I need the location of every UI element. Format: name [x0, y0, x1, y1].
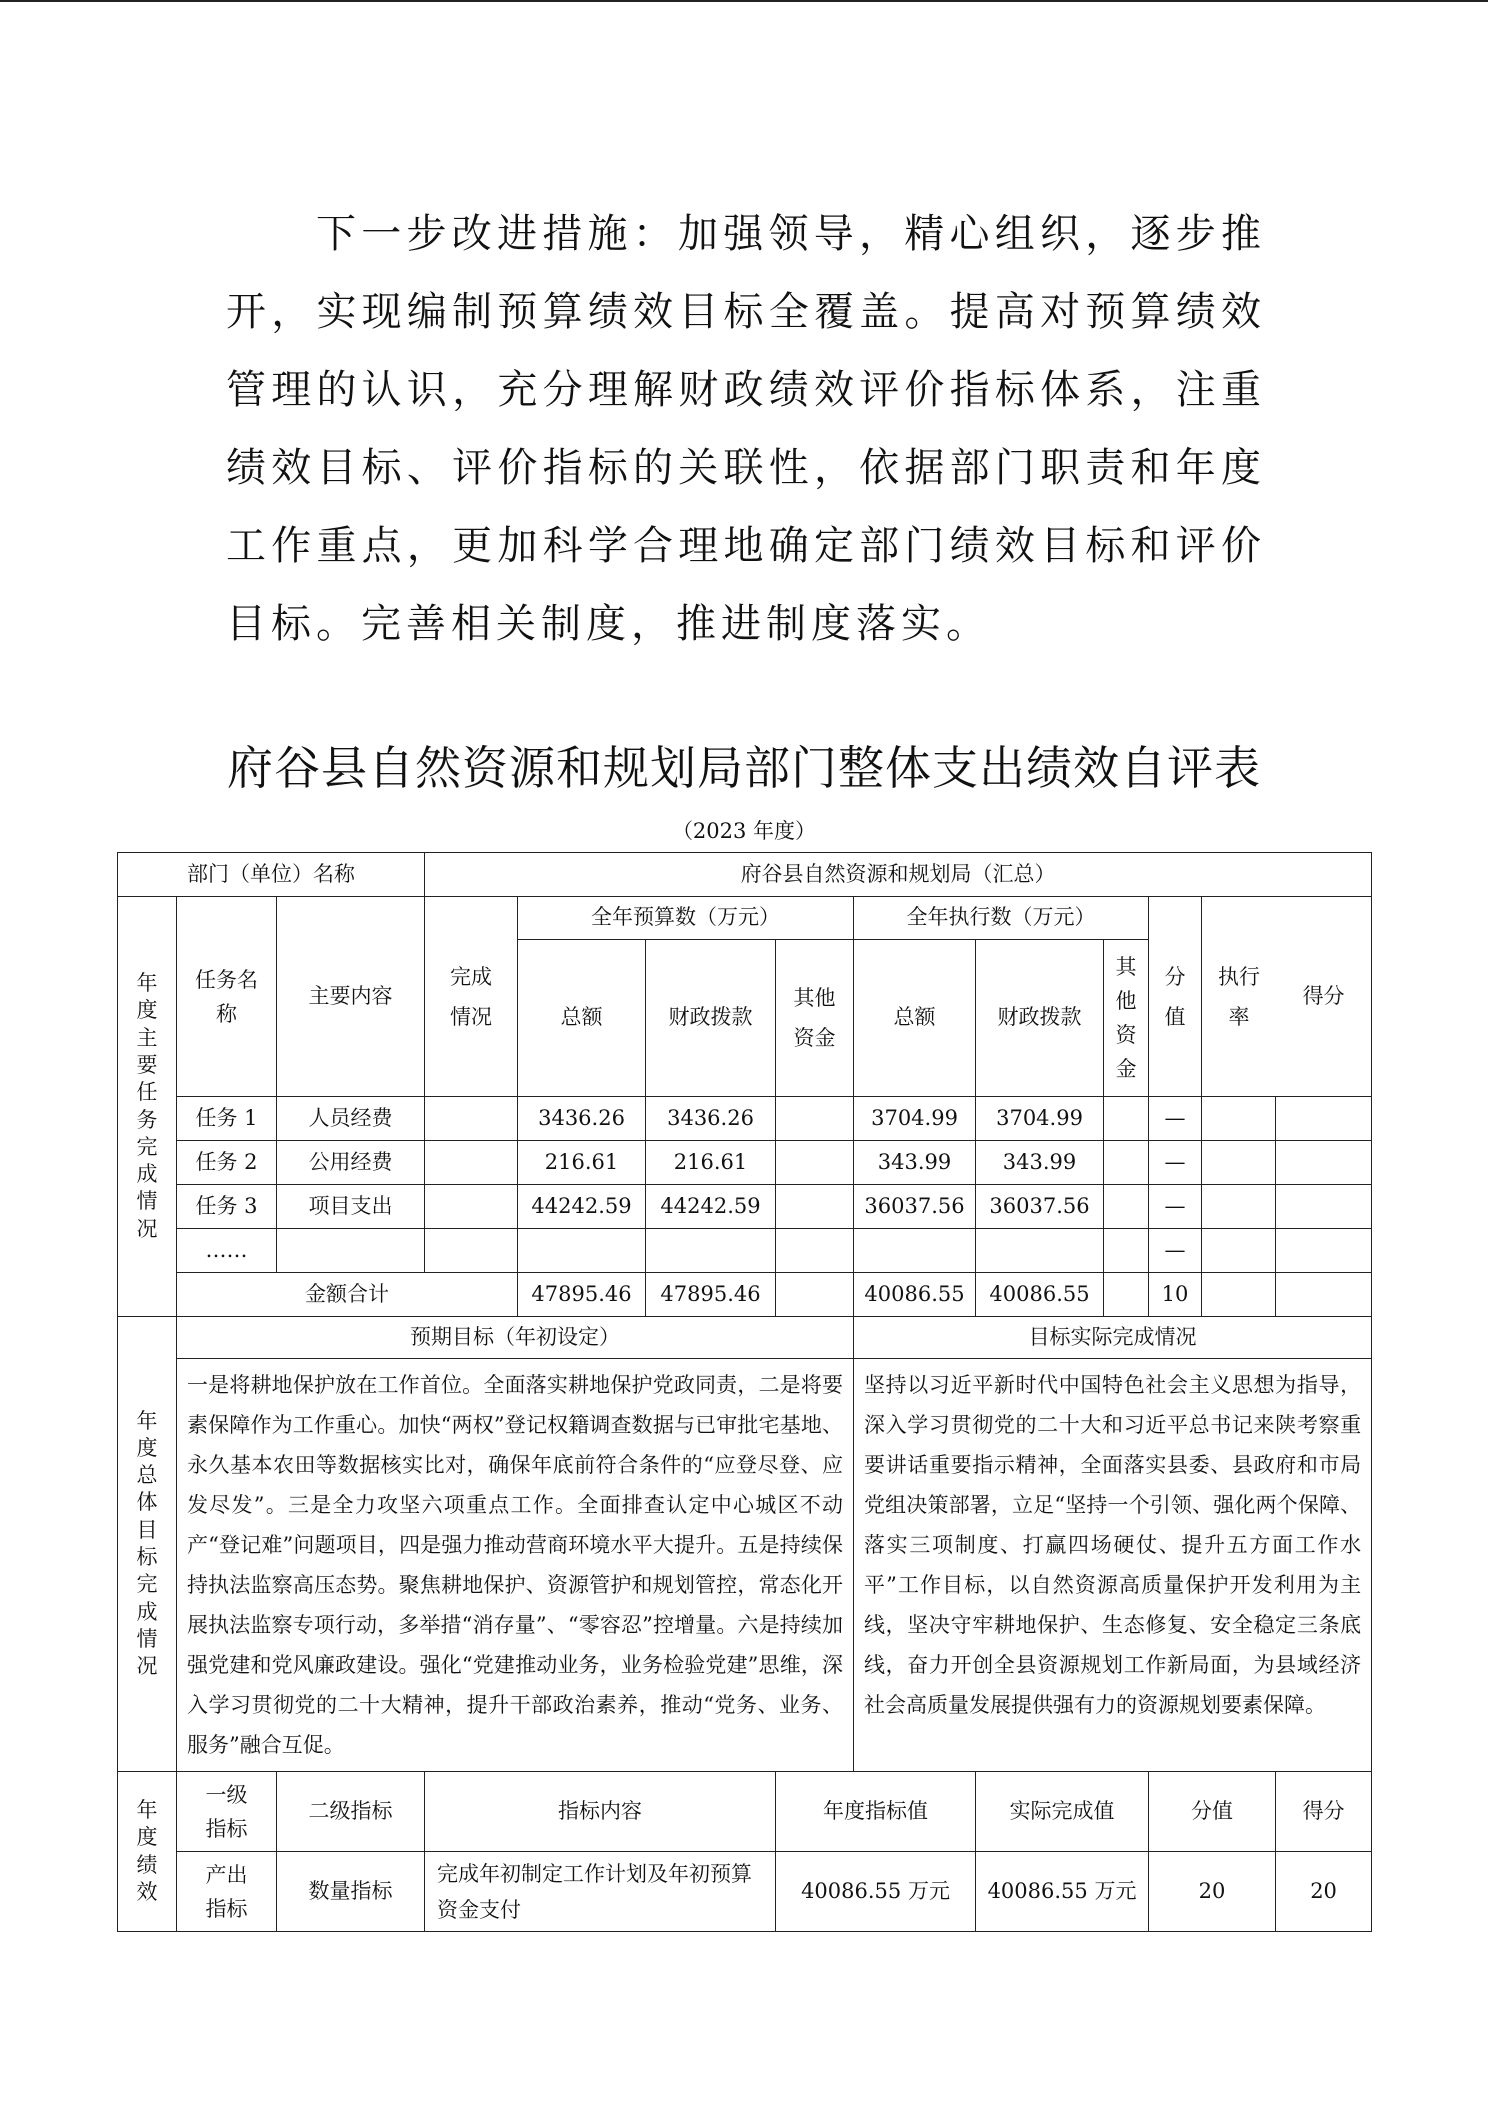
header-content: 主要内容: [277, 897, 425, 1097]
budget-other-cell: [776, 1229, 854, 1273]
exec-total-cell: 343.99: [854, 1141, 976, 1185]
exec-other-cell: [1104, 1229, 1149, 1273]
section-label-performance: 年度绩效: [118, 1772, 177, 1932]
task-completion-cell: [425, 1229, 518, 1273]
header-budget-other: 其他资金: [776, 940, 854, 1097]
dept-label: 部门（单位）名称: [118, 853, 425, 897]
budget-fiscal-cell: 44242.59: [646, 1185, 776, 1229]
header-exec-fiscal: 财政拨款: [976, 940, 1104, 1097]
indicator-header-actual: 实际完成值: [976, 1772, 1149, 1852]
indicator-header-level1: 一级指标: [177, 1772, 277, 1852]
table-title: 府谷县自然资源和规划局部门整体支出绩效自评表: [227, 741, 1261, 795]
total-exec-rate-extra: [1276, 1273, 1372, 1317]
budget-other-cell: [776, 1097, 854, 1141]
task-name-cell: 任务 3: [177, 1185, 277, 1229]
score-value-cell: —: [1149, 1229, 1202, 1273]
improvement-paragraph: [226, 195, 1266, 663]
indicator-header-value: 分值: [1149, 1772, 1276, 1852]
header-score-value: 分值: [1149, 897, 1202, 1097]
budget-fiscal-cell: 216.61: [646, 1141, 776, 1185]
total-score-value: 10: [1149, 1273, 1202, 1317]
indicator-header-content: 指标内容: [425, 1772, 776, 1852]
budget-other-cell: [776, 1141, 854, 1185]
header-task-name: 任务名称: [177, 897, 277, 1097]
budget-total-cell: 44242.59: [518, 1185, 646, 1229]
header-budget-fiscal: 财政拨款: [646, 940, 776, 1097]
total-budget-fiscal: 47895.46: [646, 1273, 776, 1317]
total-exec-total: 40086.55: [854, 1273, 976, 1317]
top-border-line: [0, 0, 1488, 2]
budget-other-cell: [776, 1185, 854, 1229]
task-name-cell: 任务 2: [177, 1141, 277, 1185]
budget-total-cell: 3436.26: [518, 1097, 646, 1141]
header-exec-other: 其他资金: [1104, 940, 1149, 1097]
indicator-level2-cell: 数量指标: [277, 1852, 425, 1932]
score-value-cell: —: [1149, 1097, 1202, 1141]
actual-goal-text: 坚持以习近平新时代中国特色社会主义思想为指导，深入学习贯彻党的二十大和习近平总书记来陕考察重要讲话重要指示精神，全面落实县委、县政府和市局党组决策部署，立足“坚持一个引领、强化两个保障、落实三项制度、打赢四场硬仗、提升五方面工作水平”工作目标，以自然资源高质量保护开发利用为主线，坚决守牢耕地保护、生态修复、安全稳定三条底线，奋力开创全县资源规划工作新局面，为县域经济社会高质量发展提供强有力的资源规划要素保障。: [854, 1359, 1372, 1772]
table-row: [118, 1852, 1372, 1932]
task-completion-cell: [425, 1185, 518, 1229]
budget-total-cell: [518, 1229, 646, 1273]
expected-goal-header: 预期目标（年初设定）: [177, 1317, 854, 1359]
task-content-cell: 人员经费: [277, 1097, 425, 1141]
header-completion: 完成情况: [425, 897, 518, 1097]
exec-total-cell: 36037.56: [854, 1185, 976, 1229]
indicator-header-score: 得分: [1276, 1772, 1372, 1852]
task-name-cell: 任务 1: [177, 1097, 277, 1141]
task-name-cell: ……: [177, 1229, 277, 1273]
performance-table: [117, 852, 1372, 1932]
exec-fiscal-cell: 3704.99: [976, 1097, 1104, 1141]
header-score: 得分: [1302, 983, 1345, 1008]
indicator-score-cell: 20: [1276, 1852, 1372, 1932]
indicator-value-cell: 20: [1149, 1852, 1276, 1932]
exec-other-cell: [1104, 1141, 1149, 1185]
task-completion-cell: [425, 1097, 518, 1141]
total-budget-total: 47895.46: [518, 1273, 646, 1317]
paragraph-text: 下一步改进措施：加强领导，精心组织，逐步推开，实现编制预算绩效目标全覆盖。提高对预算绩效管理的认识，充分理解财政绩效评价指标体系，注重绩效目标、评价指标的关联性，依据部门职责和年度工作重点，更加科学合理地确定部门绩效目标和评价目标。完善相关制度，推进制度落实。: [226, 211, 1266, 647]
exec-total-cell: [854, 1229, 976, 1273]
indicator-header-row: [118, 1772, 1372, 1852]
total-exec-other: [1104, 1273, 1149, 1317]
indicator-target-cell: 40086.55 万元: [776, 1852, 976, 1932]
total-budget-other: [776, 1273, 854, 1317]
indicator-header-target: 年度指标值: [776, 1772, 976, 1852]
actual-goal-header: 目标实际完成情况: [854, 1317, 1372, 1359]
goal-header-row: [118, 1317, 1372, 1359]
indicator-level1-cell: 产出指标: [177, 1852, 277, 1932]
header-exec-group: 全年执行数（万元）: [854, 897, 1149, 940]
exec-fiscal-cell: 36037.56: [976, 1185, 1104, 1229]
table-row: [118, 1097, 1372, 1141]
total-label: 金额合计: [177, 1273, 518, 1317]
header-exec-total: 总额: [854, 940, 976, 1097]
exec-other-cell: [1104, 1097, 1149, 1141]
header-exec-rate: 执行率: [1218, 964, 1261, 1029]
section-label-goals: 年度总体目标完成情况: [118, 1317, 177, 1772]
total-exec-rate: [1202, 1273, 1276, 1317]
budget-total-cell: 216.61: [518, 1141, 646, 1185]
exec-rate-cell-extra: [1276, 1185, 1372, 1229]
exec-other-cell: [1104, 1185, 1149, 1229]
total-row: [118, 1273, 1372, 1317]
goal-text-row: [118, 1359, 1372, 1772]
exec-rate-cell: [1202, 1097, 1276, 1141]
total-exec-fiscal: 40086.55: [976, 1273, 1104, 1317]
header-exec-rate-area: [1202, 897, 1372, 1097]
task-content-cell: 项目支出: [277, 1185, 425, 1229]
exec-total-cell: 3704.99: [854, 1097, 976, 1141]
dept-row: [118, 853, 1372, 897]
indicator-header-level2: 二级指标: [277, 1772, 425, 1852]
table-row: [118, 1185, 1372, 1229]
section-label-tasks: 年度主要任务完成情况: [118, 897, 177, 1317]
exec-fiscal-cell: 343.99: [976, 1141, 1104, 1185]
task-content-cell: 公用经费: [277, 1141, 425, 1185]
budget-fiscal-cell: [646, 1229, 776, 1273]
exec-rate-cell-extra: [1276, 1229, 1372, 1273]
exec-fiscal-cell: [976, 1229, 1104, 1273]
exec-rate-cell: [1202, 1141, 1276, 1185]
header-budget-total: 总额: [518, 940, 646, 1097]
exec-rate-cell: [1202, 1229, 1276, 1273]
indicator-content-cell: 完成年初制定工作计划及年初预算资金支付: [425, 1852, 776, 1932]
score-value-cell: —: [1149, 1141, 1202, 1185]
task-completion-cell: [425, 1141, 518, 1185]
task-header-row-1: [118, 897, 1372, 940]
indicator-actual-cell: 40086.55 万元: [976, 1852, 1149, 1932]
exec-rate-cell-extra: [1276, 1141, 1372, 1185]
budget-fiscal-cell: 3436.26: [646, 1097, 776, 1141]
task-content-cell: [277, 1229, 425, 1273]
expected-goal-text: 一是将耕地保护放在工作首位。全面落实耕地保护党政同责，二是将要素保障作为工作重心。加快“两权”登记权籍调查数据与已审批宅基地、永久基本农田等数据核实比对，确保年底前符合条件的“应登尽登、应发尽发”。三是全力攻坚六项重点工作。全面排查认定中心城区不动产“登记难”问题项目，四是强力推动营商环境水平大提升。五是持续保持执法监察高压态势。聚焦耕地保护、资源管护和规划管控，常态化开展执法监察专项行动，多举措“消存量”、“零容忍”控增量。六是持续加强党建和党风廉政建设。强化“党建推动业务，业务检验党建”思维，深入学习贯彻党的二十大精神，提升干部政治素养，推动“党务、业务、服务”融合互促。: [177, 1359, 854, 1772]
exec-rate-cell: [1202, 1185, 1276, 1229]
header-budget-group: 全年预算数（万元）: [518, 897, 854, 940]
score-value-cell: —: [1149, 1185, 1202, 1229]
dept-value: 府谷县自然资源和规划局（汇总）: [425, 853, 1372, 897]
table-year: （2023 年度）: [671, 819, 817, 843]
table-row: [118, 1229, 1372, 1273]
table-row: [118, 1141, 1372, 1185]
exec-rate-cell-extra: [1276, 1097, 1372, 1141]
